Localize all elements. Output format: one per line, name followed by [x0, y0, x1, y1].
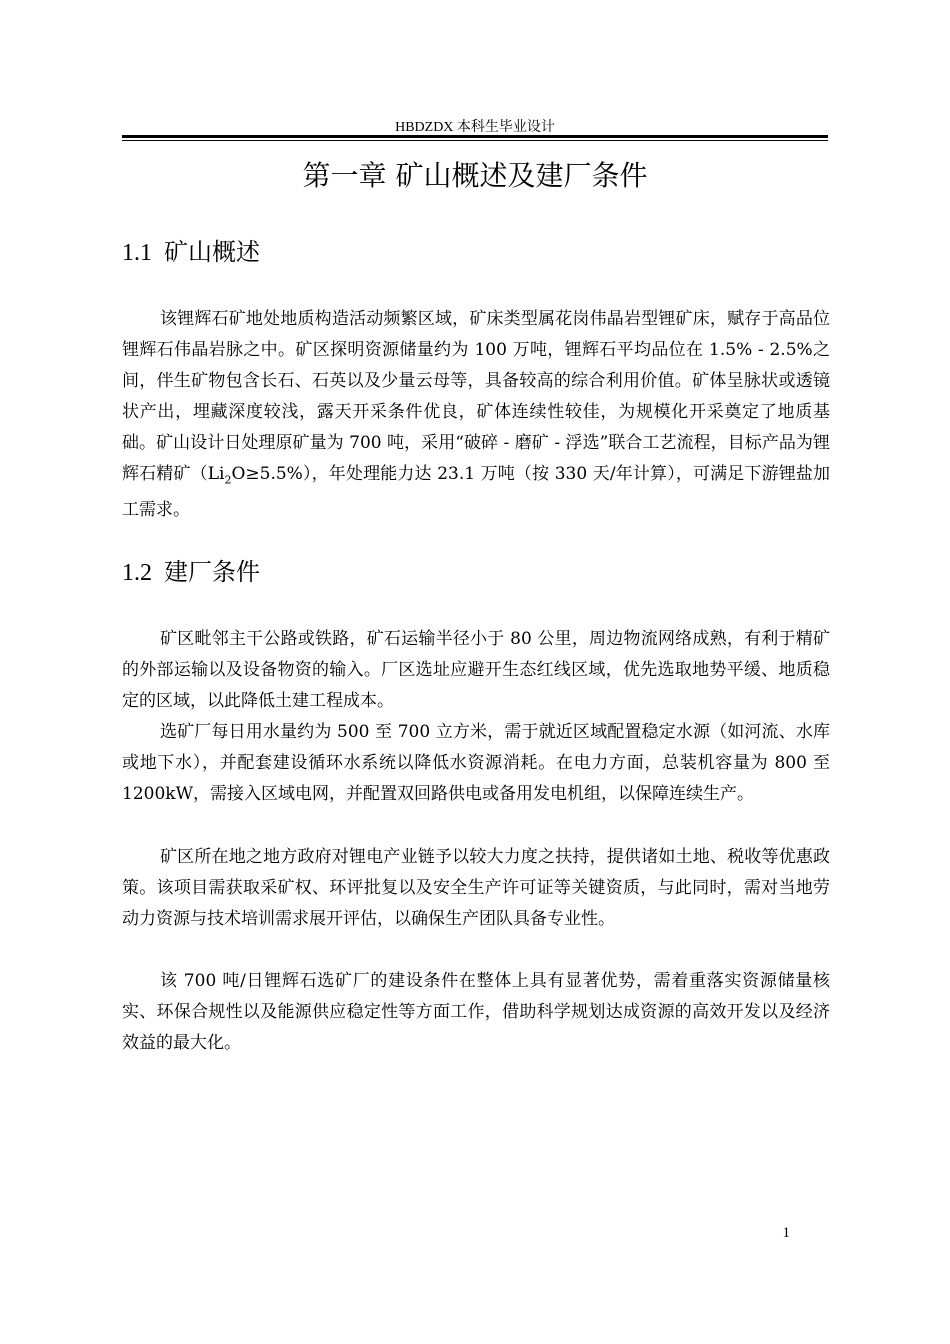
section-number: 1.2 [122, 560, 152, 586]
subscript-text: 2 [224, 473, 232, 487]
section-heading-1-1 [122, 232, 260, 267]
paragraph-text: 该锂辉石矿地处地质构造活动频繁区域，矿床类型属花岗伟晶岩型锂矿床，赋存于高品位锂辉石伟晶岩脉之中。矿区探明资源储量约为 100 万吨，锂辉石平均品位在 1.5% - 2.5%之间，伴生矿物包含长石、石英以及少量云母等，具备较高的综合利用价值。矿体呈脉状或透镜状产出，埋藏深度较浅，露天开采条件优良，矿体连续性较佳，为规模化开采奠定了地质基础。矿山设计日处理原矿量为 700 吨，采用“破碎 - 磨矿 - 浮选”联合工艺流程，目标产品为锂辉石精矿（Li [122, 309, 830, 484]
section-title: 矿山概述 [164, 238, 260, 266]
header-rule-thick [122, 135, 828, 138]
paragraph-summary: 该 700 吨/日锂辉石选矿厂的建设条件在整体上具有显著优势，需着重落实资源储量核实、环保合规性以及能源供应稳定性等方面工作，借助科学规划达成资源的高效开发以及经济效益的最大化。 [122, 971, 830, 1053]
section-title: 建厂条件 [164, 558, 260, 586]
paragraph-water-power: 选矿厂每日用水量约为 500 至 700 立方米，需于就近区域配置稳定水源（如河流、水库或地下水），并配套建设循环水系统以降低水资源消耗。在电力方面，总装机容量为 800 至 1200kW，需接入区域电网，并配置双回路供电或备用发电机组，以保障连续生产。 [122, 722, 830, 804]
paragraph-mine-overview [122, 304, 830, 526]
running-header: HBDZDX 本科生毕业设计 [395, 120, 555, 135]
section-heading-1-2 [122, 552, 260, 587]
header-rule-thin [122, 140, 828, 141]
paragraph-text: O≥5.5%），年处理能力达 23.1 万吨（按 330 天/年计算），可满足下游锂盐加工需求。 [122, 464, 831, 521]
paragraph-policy: 矿区所在地之地方政府对锂电产业链予以较大力度之扶持，提供诸如土地、税收等优惠政策。该项目需获取采矿权、环评批复以及安全生产许可证等关键资质，与此同时，需对当地劳动力资源与技术培训需求展开评估，以确保生产团队具备专业性。 [122, 847, 830, 929]
paragraph-transport: 矿区毗邻主干公路或铁路，矿石运输半径小于 80 公里，周边物流网络成熟，有利于精矿的外部运输以及设备物资的输入。厂区选址应避开生态红线区域，优先选取地势平缓、地质稳定的区域，以此降低土建工程成本。 [122, 629, 830, 711]
section-number: 1.1 [122, 240, 152, 266]
chapter-title: 第一章 矿山概述及建厂条件 [302, 159, 648, 192]
page-number: 1 [782, 1225, 790, 1241]
